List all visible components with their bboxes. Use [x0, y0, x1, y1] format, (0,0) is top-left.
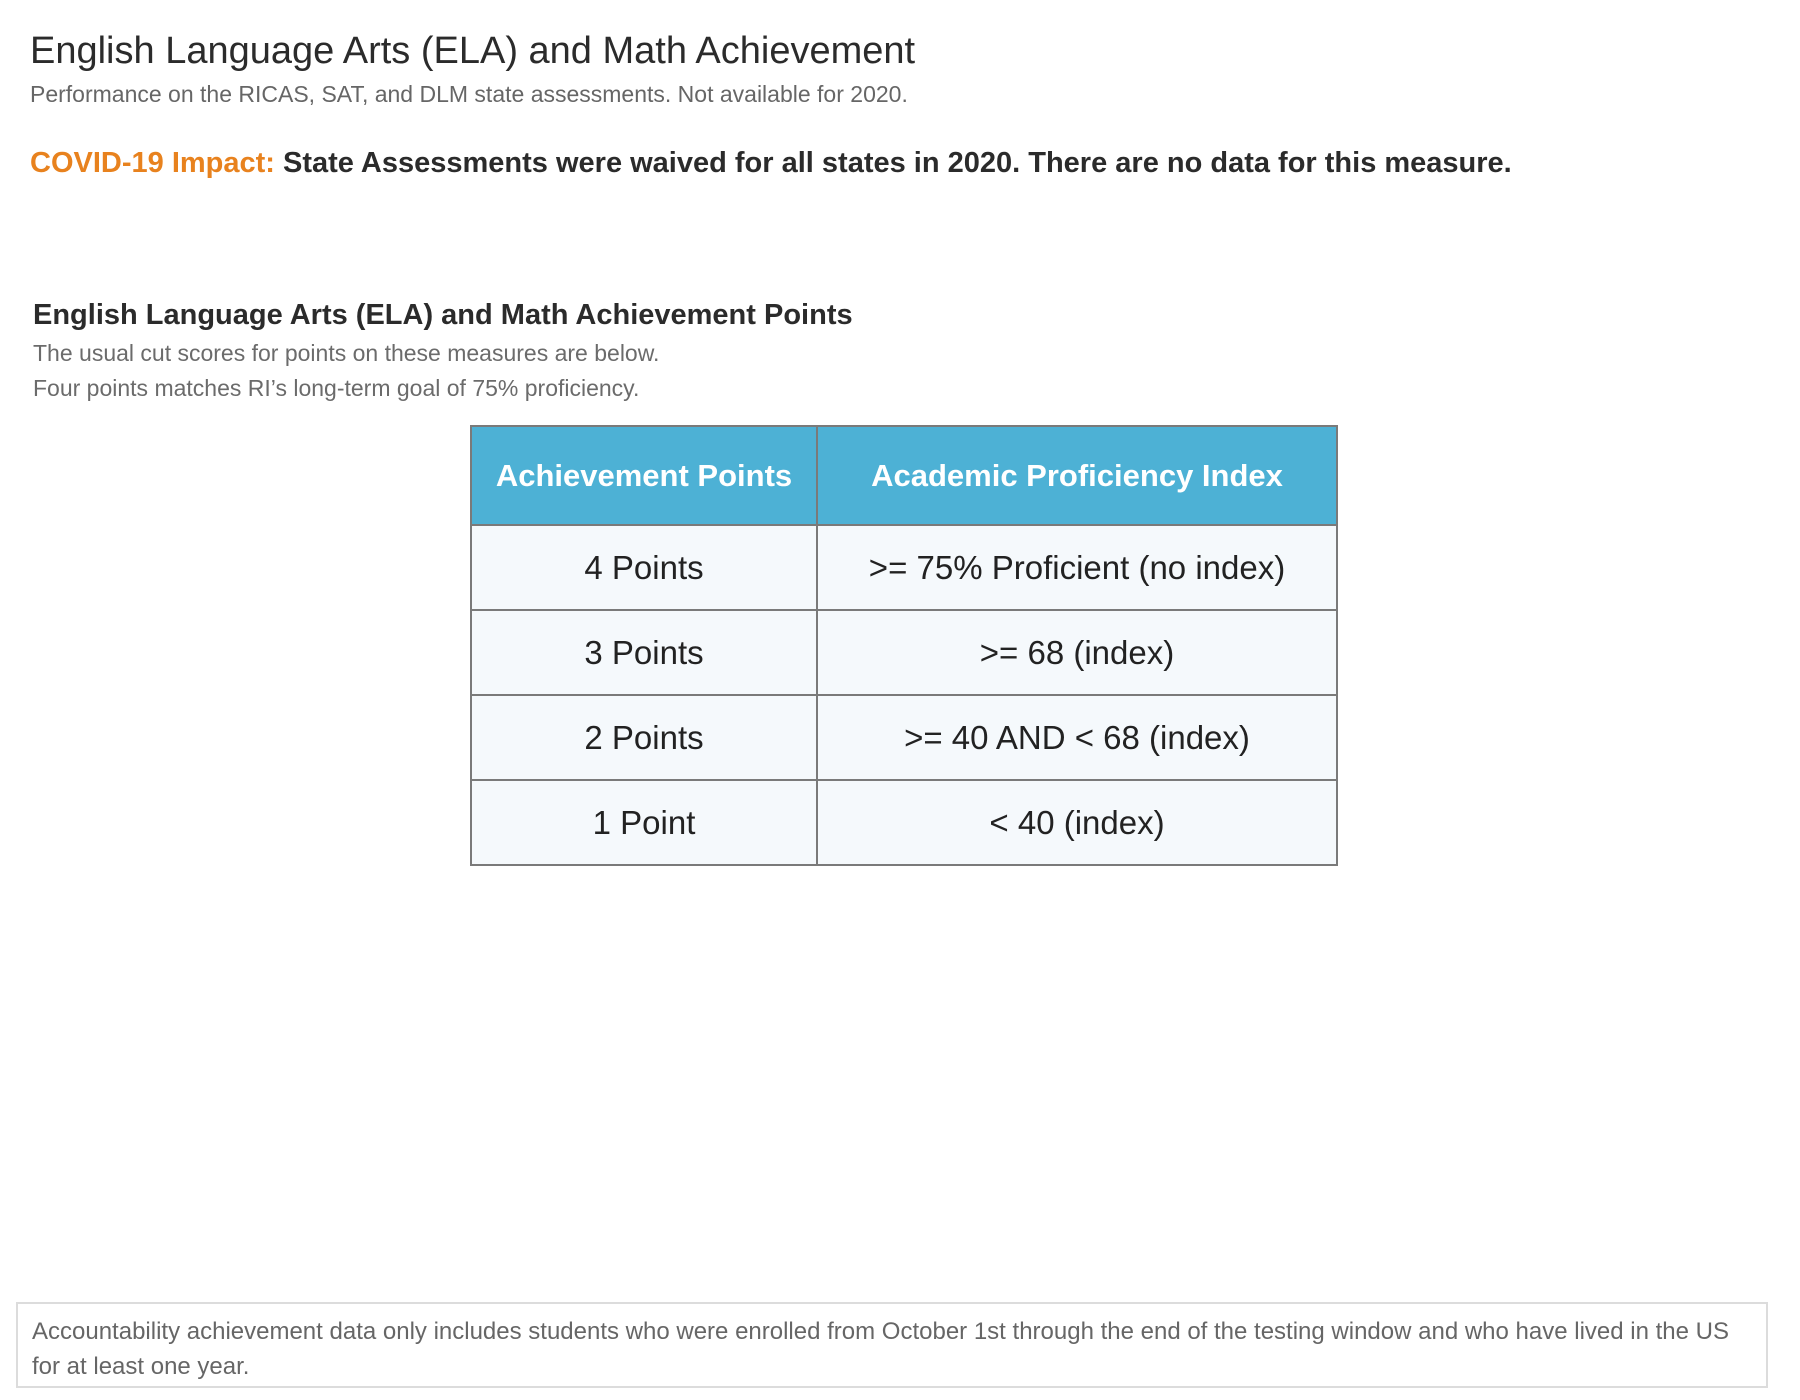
- table-row: [471, 780, 1337, 865]
- column-header-achievement-points: Achievement Points: [471, 426, 817, 525]
- section-description-line-1: The usual cut scores for points on these measures are below.: [33, 340, 660, 366]
- section-description-line-2: Four points matches RI’s long-term goal of 75% proficiency.: [33, 375, 640, 401]
- table-header-row: [471, 426, 1337, 525]
- page-title: English Language Arts (ELA) and Math Achievement: [30, 30, 916, 72]
- table-cell-index: >= 68 (index): [817, 610, 1337, 695]
- page-subtitle: Performance on the RICAS, SAT, and DLM state assessments. Not available for 2020.: [30, 81, 908, 107]
- table-cell-index: < 40 (index): [817, 780, 1337, 865]
- table-cell-points: 1 Point: [471, 780, 817, 865]
- table-cell-points: 4 Points: [471, 525, 817, 610]
- section-title: English Language Arts (ELA) and Math Achievement Points: [33, 299, 853, 331]
- table-cell-index: >= 40 AND < 68 (index): [817, 695, 1337, 780]
- covid-impact-label: COVID-19 Impact:: [30, 147, 275, 179]
- footnote-text: Accountability achievement data only includes students who were enrolled from October 1st through the end of the testing window and who have lived in the US for at least one year.: [32, 1318, 1729, 1380]
- table-row: [471, 610, 1337, 695]
- table-cell-points: 3 Points: [471, 610, 817, 695]
- covid-impact-text: State Assessments were waived for all states in 2020. There are no data for this measure.: [283, 147, 1512, 179]
- column-header-proficiency-index: Academic Proficiency Index: [817, 426, 1337, 525]
- table-row: [471, 525, 1337, 610]
- table-cell-index: >= 75% Proficient (no index): [817, 525, 1337, 610]
- table-row: [471, 695, 1337, 780]
- footnote-box: [16, 1302, 1768, 1388]
- table-cell-points: 2 Points: [471, 695, 817, 780]
- achievement-points-table: [470, 425, 1338, 866]
- covid-impact-notice: [30, 147, 1512, 180]
